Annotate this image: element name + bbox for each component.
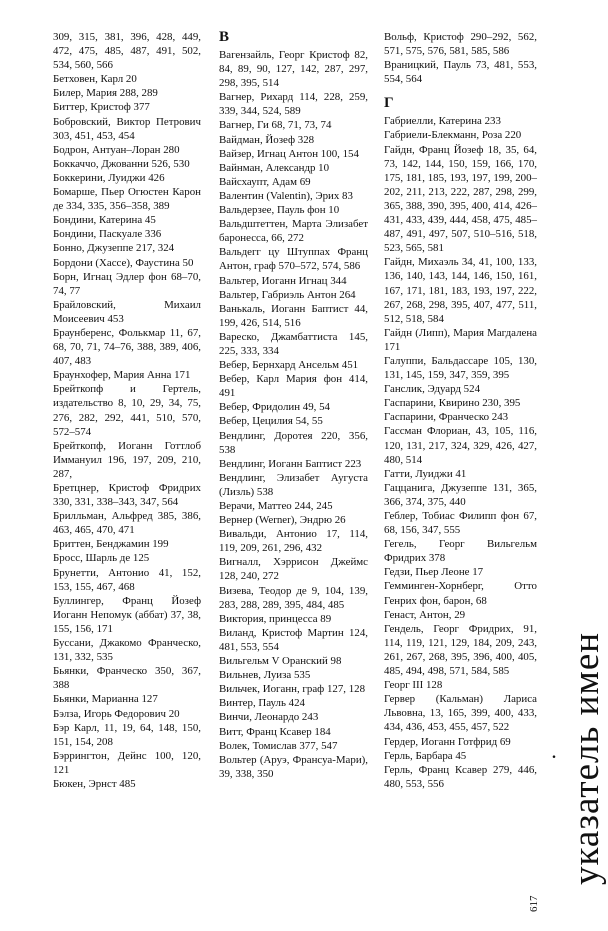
index-entry: Вебер, Фридолин 49, 54 — [219, 401, 330, 414]
index-entry: Волек, Томислав 377, 547 — [219, 739, 338, 752]
index-column-2 — [219, 30, 368, 781]
index-entry: Винтер, Пауль 424 — [219, 697, 305, 710]
index-entry: Вайсхаупт, Адам 69 — [219, 175, 311, 188]
index-entry: Вольф, Кристоф 290–292, 562, 571, 575, 576, 581, 585, 586 — [384, 31, 537, 58]
index-entry: Буссани, Джакомо Франческо, 131, 332, 535 — [53, 637, 201, 664]
index-entry: Вайзер, Игнац Антон 100, 154 — [219, 147, 359, 160]
index-entry: Генаст, Антон, 29 — [384, 608, 466, 621]
index-column-3 — [384, 30, 537, 791]
index-entry: Бордони (Хассе), Фаустина 50 — [53, 256, 194, 269]
index-entry: Витт, Франц Ксавер 184 — [219, 725, 331, 738]
index-entry: Буллингер, Франц Йозеф Иоганн Непомук (аббат) 37, 38, 155, 156, 171 — [53, 594, 201, 635]
index-entry: Бэр Карл, 11, 19, 64, 148, 150, 151, 154, 208 — [53, 721, 201, 748]
index-entry: Билер, Мария 288, 289 — [53, 87, 158, 100]
index-entry: Валентин (Valentin), Эрих 83 — [219, 189, 353, 202]
side-dot: . — [552, 745, 556, 762]
index-entry: Бросс, Шарль де 125 — [53, 552, 150, 565]
index-entry: Герль, Франц Ксавер 279, 446, 480, 553, 556 — [384, 763, 537, 790]
index-entry: Брунетти, Антонио 41, 152, 153, 155, 467, 468 — [53, 566, 201, 593]
index-entry: Брилльман, Альфред 385, 386, 463, 465, 470, 471 — [53, 510, 201, 537]
index-entry: Борн, Игнац Эдлер фон 68–70, 74, 77 — [53, 270, 201, 297]
index-entry: Бьянки, Марианна 127 — [53, 693, 158, 706]
index-entry: Вальтер, Иоганн Игнац 344 — [219, 274, 347, 287]
index-entry: Габриели-Блекманн, Роза 220 — [384, 129, 522, 142]
index-entry: Вебер, Карл Мария фон 414, 491 — [219, 373, 368, 400]
index-entry: Гаццанига, Джузеппе 131, 365, 366, 374, 375, 440 — [384, 481, 537, 508]
index-entry: Вольтер (Аруэ, Франсуа-Мари), 39, 338, 350 — [219, 753, 368, 780]
index-column-1 — [53, 30, 201, 791]
index-entry: Галуппи, Бальдассаре 105, 130, 131, 145, 159, 347, 359, 395 — [384, 354, 537, 382]
index-entry: Вильчек, Иоганн, граф 127, 128 — [219, 683, 366, 696]
index-entry: Вальдерзее, Пауль фон 10 — [219, 204, 340, 217]
index-entry: Враницкий, Пауль 73, 481, 553, 554, 564 — [384, 59, 537, 86]
index-entry: Бэррингтон, Дейнс 100, 120, 121 — [53, 749, 201, 776]
index-entry: Бетховен, Карл 20 — [53, 73, 137, 86]
index-entry: Вальтер, Габриэль Антон 264 — [219, 288, 356, 301]
index-entry: Вебер, Бернхард Ансельм 451 — [219, 359, 359, 372]
index-entry: Ганслик, Эдуард 524 — [384, 383, 481, 396]
index-entry: Бриттен, Бенджамин 199 — [53, 538, 169, 551]
index-entry: Вендлинг, Доротея 220, 356, 538 — [219, 429, 368, 456]
index-entry: Бьянки, Франческо 350, 367, 388 — [53, 665, 201, 692]
index-entry: Визева, Теодор де 9, 104, 139, 283, 288, 289, 395, 484, 485 — [219, 584, 368, 611]
index-entry: Вивальди, Антонио 17, 114, 119, 209, 261, 296, 432 — [219, 528, 368, 555]
index-entry: Вебер, Цецилия 54, 55 — [219, 415, 323, 428]
index-entry: Брайловский, Михаил Моисеевич 453 — [53, 298, 201, 325]
index-entry: Гайдн, Михаэль 34, 41, 100, 133, 136, 140, 143, 144, 146, 150, 161, 167, 171, 181, 183, 193, 197, 222, 267, 268, 298, 395, 407, 477, 511, 512, 518, 584 — [384, 256, 537, 325]
index-entry: Браунхофер, Мария Анна 171 — [53, 369, 191, 382]
index-entry: Гассман Флориан, 43, 105, 116, 120, 131, 217, 324, 329, 426, 427, 480, 514 — [384, 425, 537, 466]
index-entry: Виктория, принцесса 89 — [219, 612, 332, 625]
index-entry: Герль, Барбара 45 — [384, 749, 467, 762]
index-entry: Бэлза, Игорь Федорович 20 — [53, 707, 180, 720]
index-entry: Винчи, Леонардо 243 — [219, 711, 319, 724]
index-entry: Вареско, Джамбаттиста 145, 225, 333, 334 — [219, 330, 368, 357]
index-entry: Геблер, Тобиас Филипп фон 67, 68, 156, 347, 555 — [384, 510, 537, 537]
index-entry: Габриелли, Катерина 233 — [384, 115, 501, 128]
index-entry: Вигналл, Хэррисон Джеймс 128, 240, 272 — [219, 556, 368, 583]
index-entry: Вайнман, Александр 10 — [219, 161, 330, 174]
index-entry: Бомарше, Пьер Огюстен Карон де 334, 335, 356–358, 389 — [53, 186, 201, 213]
index-entry: Бонно, Джузеппе 217, 324 — [53, 242, 175, 255]
index-entry: Вайдман, Йозеф 328 — [219, 133, 315, 146]
index-entry: Вальдегг цу Штуппах Франц Антон, граф 570–572, 574, 586 — [219, 246, 368, 273]
index-entry: Георг III 128 — [384, 679, 443, 692]
running-section-title: указатель имен — [566, 631, 607, 885]
index-entry: Боккерини, Луиджи 426 — [53, 171, 165, 184]
page-number: 617 — [528, 895, 540, 912]
index-entry: Гендель, Георг Фридрих, 91, 114, 119, 121, 129, 184, 209, 243, 261, 267, 268, 395, 396, 400, 405, 485, 494, 498, 571, 584, 585 — [384, 622, 537, 678]
index-entry: Гедзи, Пьер Леоне 17 — [384, 566, 484, 579]
index-entry: Бобровский, Виктор Петрович 303, 451, 453, 454 — [53, 115, 201, 142]
index-entry: Верачи, Маттео 244, 245 — [219, 500, 333, 512]
section-letter: Г — [384, 95, 394, 112]
index-entry: Бюкен, Эрнст 485 — [53, 777, 136, 790]
index-entry: Вендлинг, Иоганн Баптист 223 — [219, 457, 362, 470]
index-entry: Бретцнер, Кристоф Фридрих 330, 331, 338–343, 347, 564 — [53, 482, 201, 509]
index-entry: Гервер (Кальман) Лариса Львовна, 13, 165, 399, 400, 433, 434, 436, 453, 455, 457, 522 — [384, 693, 537, 734]
index-entry: Вильнев, Луиза 535 — [219, 669, 311, 682]
index-entry: Гемминген-Хорнберг, Отто Генрих фон, барон, 68 — [384, 580, 537, 607]
index-entry: Виланд, Кристоф Мартин 124, 481, 553, 554 — [219, 626, 368, 653]
index-entry: Вагензайль, Георг Кристоф 82, 84, 89, 90, 127, 142, 287, 297, 298, 395, 514 — [219, 49, 368, 90]
index-entry: 309, 315, 381, 396, 428, 449, 472, 475, 485, 487, 491, 502, 534, 560, 566 — [53, 31, 201, 72]
index-entry: Гатти, Луиджи 41 — [384, 467, 467, 480]
index-entry: Брейткопф, Иоганн Готтлоб Иммануил 196, 197, 209, 210, 287, — [53, 439, 201, 480]
index-entry: Вагнер, Ги 68, 71, 73, 74 — [219, 119, 332, 132]
index-entry: Гаспарини, Франческо 243 — [384, 411, 509, 424]
index-entry: Бондини, Катерина 45 — [53, 214, 156, 227]
index-entry: Вальдштеттен, Марта Элизабет баронесса, 66, 272 — [219, 218, 368, 245]
index-entry: Гайдн, Франц Йозеф 18, 35, 64, 73, 142, 144, 150, 159, 166, 170, 175, 181, 185, 193, 197, 199, 200–202, 211, 213, 222, 287, 298, 299, 365, 388, 390, 395, 400, 414, 426–431, 433, 439, 444, 458, 475, 485–487, 491, 497, 507, 510–516, 518, 523, 565, 581 — [384, 143, 537, 255]
index-entry: Бодрон, Антуан–Лоран 280 — [53, 143, 180, 156]
index-entry: Брейткопф и Гертель, издательство 8, 10, 29, 34, 75, 276, 282, 292, 441, 510, 570, 572–574 — [53, 383, 201, 438]
index-entry: Вильгельм V Оранский 98 — [219, 655, 342, 668]
index-entry: Гегель, Георг Вильгельм Фридрих 378 — [384, 538, 537, 565]
index-entry: Вагнер, Рихард 114, 228, 259, 339, 344, 524, 589 — [219, 91, 368, 118]
index-entry: Гердер, Иоганн Готфрид 69 — [384, 735, 511, 748]
index-entry: Вендлинг, Элизабет Аугуста (Лизль) 538 — [219, 471, 368, 498]
section-letter: В — [219, 29, 230, 45]
index-entry: Боккаччо, Джованни 526, 530 — [53, 157, 190, 170]
index-entry: Биттер, Кристоф 377 — [53, 101, 150, 114]
index-entry: Браунберенс, Фолькмар 11, 67, 68, 70, 71, 74–76, 388, 389, 406, 407, 483 — [53, 326, 201, 368]
index-entry: Вернер (Werner), Эндрю 26 — [219, 514, 346, 527]
index-entry: Гайдн (Липп), Мария Магдалена 171 — [384, 326, 537, 353]
index-entry: Ванькаль, Иоганн Баптист 44, 199, 426, 514, 516 — [219, 302, 368, 329]
index-entry: Гаспарини, Квирино 230, 395 — [384, 397, 521, 410]
index-entry: Бондини, Паскуале 336 — [53, 228, 162, 241]
